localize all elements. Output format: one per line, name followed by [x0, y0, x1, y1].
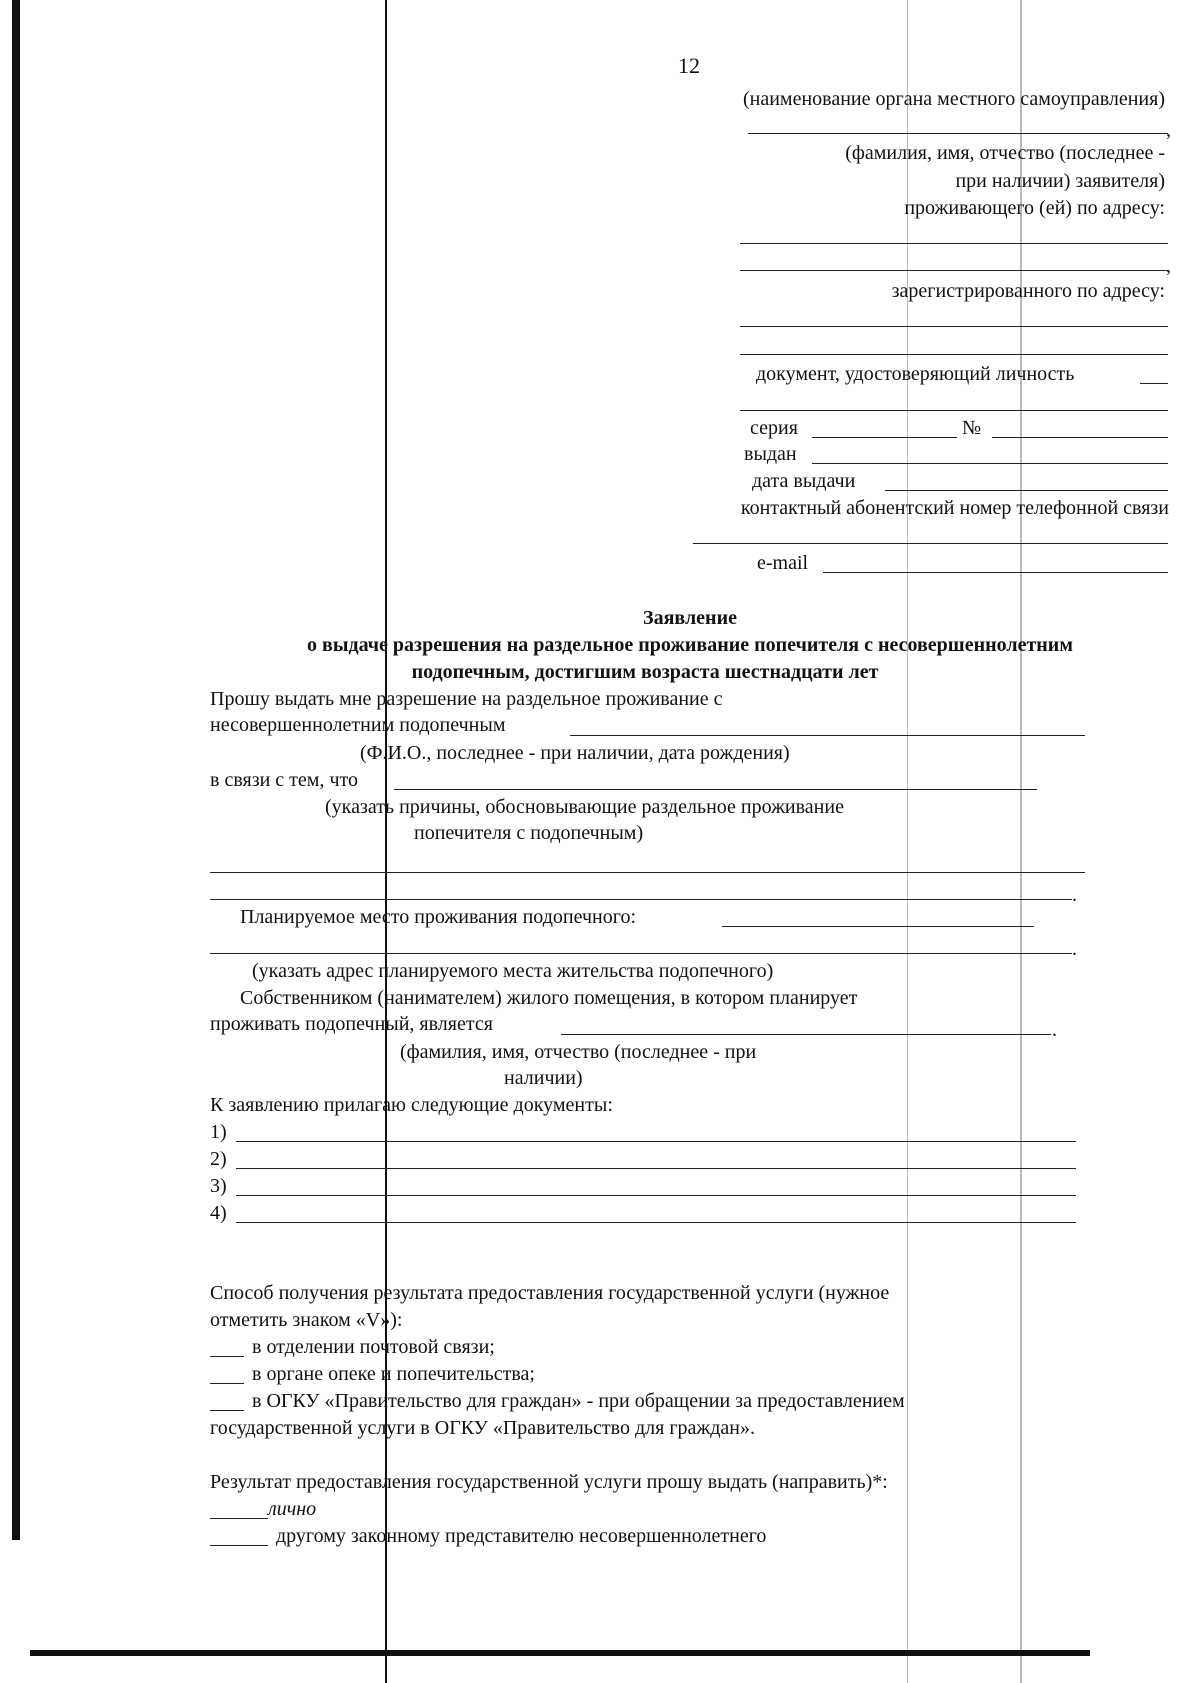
attachment-number-3: 3)	[210, 1175, 227, 1197]
owner-text-2: проживать подопечный, является	[210, 1013, 493, 1035]
phone-label: контактный абонентский номер телефонной связи	[740, 497, 1169, 519]
result-option-personal: лично	[268, 1498, 317, 1520]
planned-address-line[interactable]	[210, 953, 1072, 954]
fio-caption: (Ф.И.О., последнее - при наличии, дата рождения)	[360, 742, 790, 764]
document-subtitle-2: подопечным, достигшим возраста шестнадцати лет	[411, 661, 879, 683]
attachment-line-4[interactable]	[236, 1222, 1076, 1223]
method-option-post: в отделении почтовой связи;	[252, 1336, 495, 1358]
applicant-name-line[interactable]	[748, 133, 1168, 134]
series-label: серия	[750, 417, 798, 439]
applicant-name-caption-1: (фамилия, имя, отчество (последнее -	[845, 142, 1165, 164]
period: .	[1072, 938, 1077, 960]
issue-date-label: дата выдачи	[752, 470, 856, 492]
issued-by-line[interactable]	[812, 463, 1168, 464]
document-subtitle-1: о выдаче разрешения на раздельное проживание попечителя с несовершеннолетним	[307, 634, 1073, 656]
applicant-name-caption-2: при наличии) заявителя)	[955, 170, 1165, 192]
registration-address-line-2[interactable]	[740, 354, 1168, 355]
method-checkbox-2[interactable]	[210, 1383, 244, 1384]
scan-edge-left	[12, 0, 20, 1540]
number-label: №	[962, 417, 982, 439]
attachment-number-1: 1)	[210, 1121, 227, 1143]
planned-place-line[interactable]	[722, 926, 1034, 927]
issue-date-line[interactable]	[885, 490, 1168, 491]
id-document-label: документ, удостоверяющий личность	[756, 363, 1075, 385]
period: .	[1072, 884, 1077, 906]
reason-caption-1: (указать причины, обосновывающие раздельное проживание	[325, 796, 844, 818]
residence-address-line-1[interactable]	[740, 243, 1168, 244]
owner-caption-1: (фамилия, имя, отчество (последнее - при	[400, 1041, 757, 1063]
registration-address-line-1[interactable]	[740, 326, 1168, 327]
attachment-number-4: 4)	[210, 1202, 227, 1224]
residence-address-line-2[interactable]	[740, 270, 1168, 271]
method-option-guardianship: в органе опеке и попечительства;	[252, 1363, 535, 1385]
method-option-mfc-cont: государственной услуги в ОГКУ «Правительство для граждан».	[210, 1417, 755, 1439]
attachment-number-2: 2)	[210, 1148, 227, 1170]
page-number: 12	[678, 53, 700, 78]
comma: ,	[1166, 119, 1171, 141]
method-text-1: Способ получения результата предоставления государственной услуги (нужное	[210, 1282, 890, 1304]
method-checkbox-3[interactable]	[210, 1410, 244, 1411]
series-line[interactable]	[812, 437, 957, 438]
attachment-line-2[interactable]	[236, 1168, 1076, 1169]
period: .	[1052, 1019, 1057, 1041]
reason-caption-2: попечителя с подопечным)	[414, 822, 644, 844]
method-checkbox-1[interactable]	[210, 1356, 244, 1357]
reason-line[interactable]	[394, 789, 1037, 790]
email-label: e-mail	[757, 552, 809, 574]
scan-edge-bottom	[30, 1650, 1090, 1656]
id-document-line-short[interactable]	[1140, 383, 1168, 384]
residence-address-label: проживающего (ей) по адресу:	[904, 197, 1165, 219]
request-text-2: несовершеннолетним подопечным	[210, 714, 506, 736]
fold-line-right	[1020, 0, 1022, 1683]
method-option-mfc: в ОГКУ «Правительство для граждан» - при обращении за предоставлением	[252, 1390, 905, 1412]
reason-line-3[interactable]	[210, 899, 1072, 900]
comma: ,	[1166, 255, 1171, 277]
attachment-line-3[interactable]	[236, 1195, 1076, 1196]
attachment-line-1[interactable]	[236, 1141, 1076, 1142]
phone-line[interactable]	[693, 543, 1168, 544]
owner-caption-2: наличии)	[504, 1067, 583, 1089]
email-line[interactable]	[823, 572, 1168, 573]
authority-name-caption: (наименование органа местного самоуправления)	[742, 88, 1165, 110]
result-checkbox-1[interactable]	[210, 1518, 268, 1519]
result-option-other-rep: другому законному представителю несовершеннолетнего	[276, 1525, 767, 1547]
crease-line-mid	[907, 0, 908, 1683]
method-text-2: отметить знаком «V»):	[210, 1309, 403, 1331]
result-label: Результат предоставления государственной услуги прошу выдать (направить)*:	[210, 1471, 888, 1493]
owner-line[interactable]	[561, 1034, 1051, 1035]
reason-label: в связи с тем, что	[210, 769, 358, 791]
id-document-line[interactable]	[740, 410, 1168, 411]
address-caption: (указать адрес планируемого места жительства подопечного)	[252, 960, 774, 982]
attachments-label: К заявлению прилагаю следующие документы:	[210, 1094, 613, 1116]
registration-address-label: зарегистрированного по адресу:	[891, 280, 1165, 302]
number-line[interactable]	[992, 437, 1168, 438]
planned-place-label: Планируемое место проживания подопечного:	[240, 906, 637, 928]
result-checkbox-2[interactable]	[210, 1545, 268, 1546]
issued-by-label: выдан	[744, 443, 797, 465]
reason-line-2[interactable]	[210, 872, 1085, 873]
ward-fio-line[interactable]	[570, 735, 1085, 736]
owner-text-1: Собственником (нанимателем) жилого помещения, в котором планирует	[240, 987, 858, 1009]
document-title: Заявление	[643, 607, 737, 629]
request-text-1: Прошу выдать мне разрешение на раздельное проживание с	[210, 688, 723, 710]
